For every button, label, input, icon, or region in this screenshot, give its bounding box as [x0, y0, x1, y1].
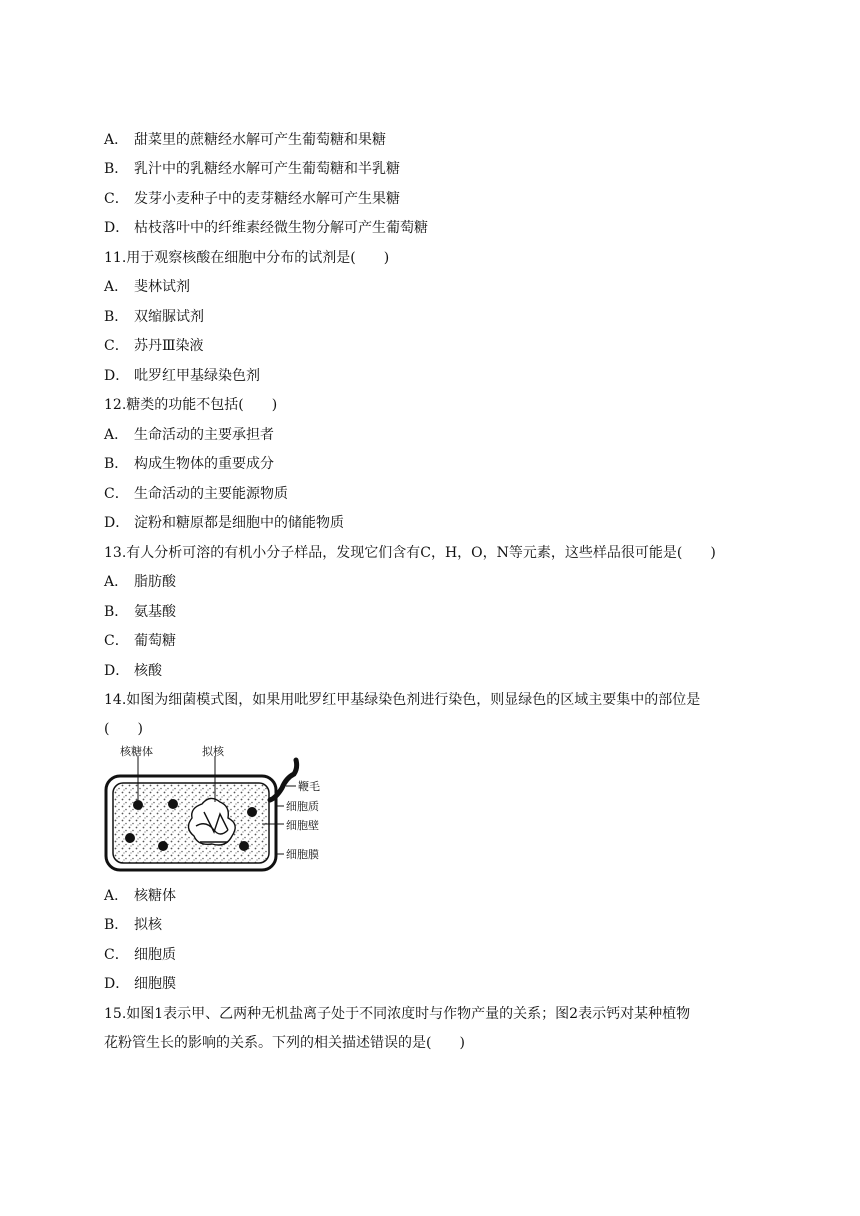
q12-option-d: D． 淀粉和糖原都是细胞中的储能物质	[104, 515, 344, 531]
q10-option-d: D． 枯枝落叶中的纤维素经微生物分解可产生葡萄糖	[104, 220, 428, 236]
ribosome-dot	[125, 833, 135, 843]
ribosome-dot	[133, 800, 143, 810]
q13-option-d: D． 核酸	[104, 663, 162, 679]
label-ribosome: 核糖体	[120, 745, 153, 758]
q14-stem-line2: ( )	[104, 721, 143, 737]
label-nucleoid: 拟核	[202, 745, 224, 758]
q12-option-a: A． 生命活动的主要承担者	[104, 427, 274, 443]
q12-option-b: B． 构成生物体的重要成分	[104, 456, 274, 472]
q11-stem: 11.用于观察核酸在细胞中分布的试剂是( )	[104, 250, 390, 266]
q10-option-c: C． 发芽小麦种子中的麦芽糖经水解可产生果糖	[104, 191, 400, 207]
label-cell-membrane: 细胞膜	[286, 848, 319, 861]
q13-option-c: C． 葡萄糖	[104, 633, 176, 649]
ribosome-dot	[168, 799, 178, 809]
q11-option-d: D． 吡罗红甲基绿染色剂	[104, 368, 260, 384]
q10-option-a: A． 甜菜里的蔗糖经水解可产生葡萄糖和果糖	[104, 132, 386, 148]
q14-option-b: B． 拟核	[104, 917, 162, 933]
q14-option-d: D． 细胞膜	[104, 976, 176, 992]
label-cell-wall: 细胞壁	[286, 819, 319, 832]
ribosome-dot	[239, 841, 249, 851]
bacterium-diagram	[100, 742, 362, 874]
label-cytoplasm: 细胞质	[286, 800, 319, 813]
q12-option-c: C． 生命活动的主要能源物质	[104, 486, 288, 502]
flagellum-shape	[270, 760, 297, 800]
q14-stem-line1: 14.如图为细菌模式图，如果用吡罗红甲基绿染色剂进行染色，则显绿色的区域主要集中的部位是	[104, 692, 701, 708]
q12-stem: 12.糖类的功能不包括( )	[104, 397, 278, 413]
q13-option-b: B． 氨基酸	[104, 604, 176, 620]
label-flagellum: 鞭毛	[298, 780, 320, 793]
q13-stem: 13.有人分析可溶的有机小分子样品，发现它们含有C，H，O，N等元素，这些样品很可能是( )	[104, 545, 716, 561]
q15-stem-line2: 花粉管生长的影响的关系。下列的相关描述错误的是( )	[104, 1035, 465, 1051]
ribosome-dot	[247, 807, 257, 817]
q13-option-a: A． 脂肪酸	[104, 574, 176, 590]
q10-option-b: B． 乳汁中的乳糖经水解可产生葡萄糖和半乳糖	[104, 161, 400, 177]
q15-stem-line1: 15.如图1表示甲、乙两种无机盐离子处于不同浓度时与作物产量的关系；图2表示钙对某种植物	[104, 1006, 691, 1022]
ribosome-dot	[158, 841, 168, 851]
q14-option-a: A． 核糖体	[104, 888, 176, 904]
q11-option-c: C． 苏丹Ⅲ染液	[104, 338, 204, 354]
q11-option-a: A． 斐林试剂	[104, 279, 190, 295]
q14-option-c: C． 细胞质	[104, 947, 176, 963]
q11-option-b: B． 双缩脲试剂	[104, 309, 204, 325]
